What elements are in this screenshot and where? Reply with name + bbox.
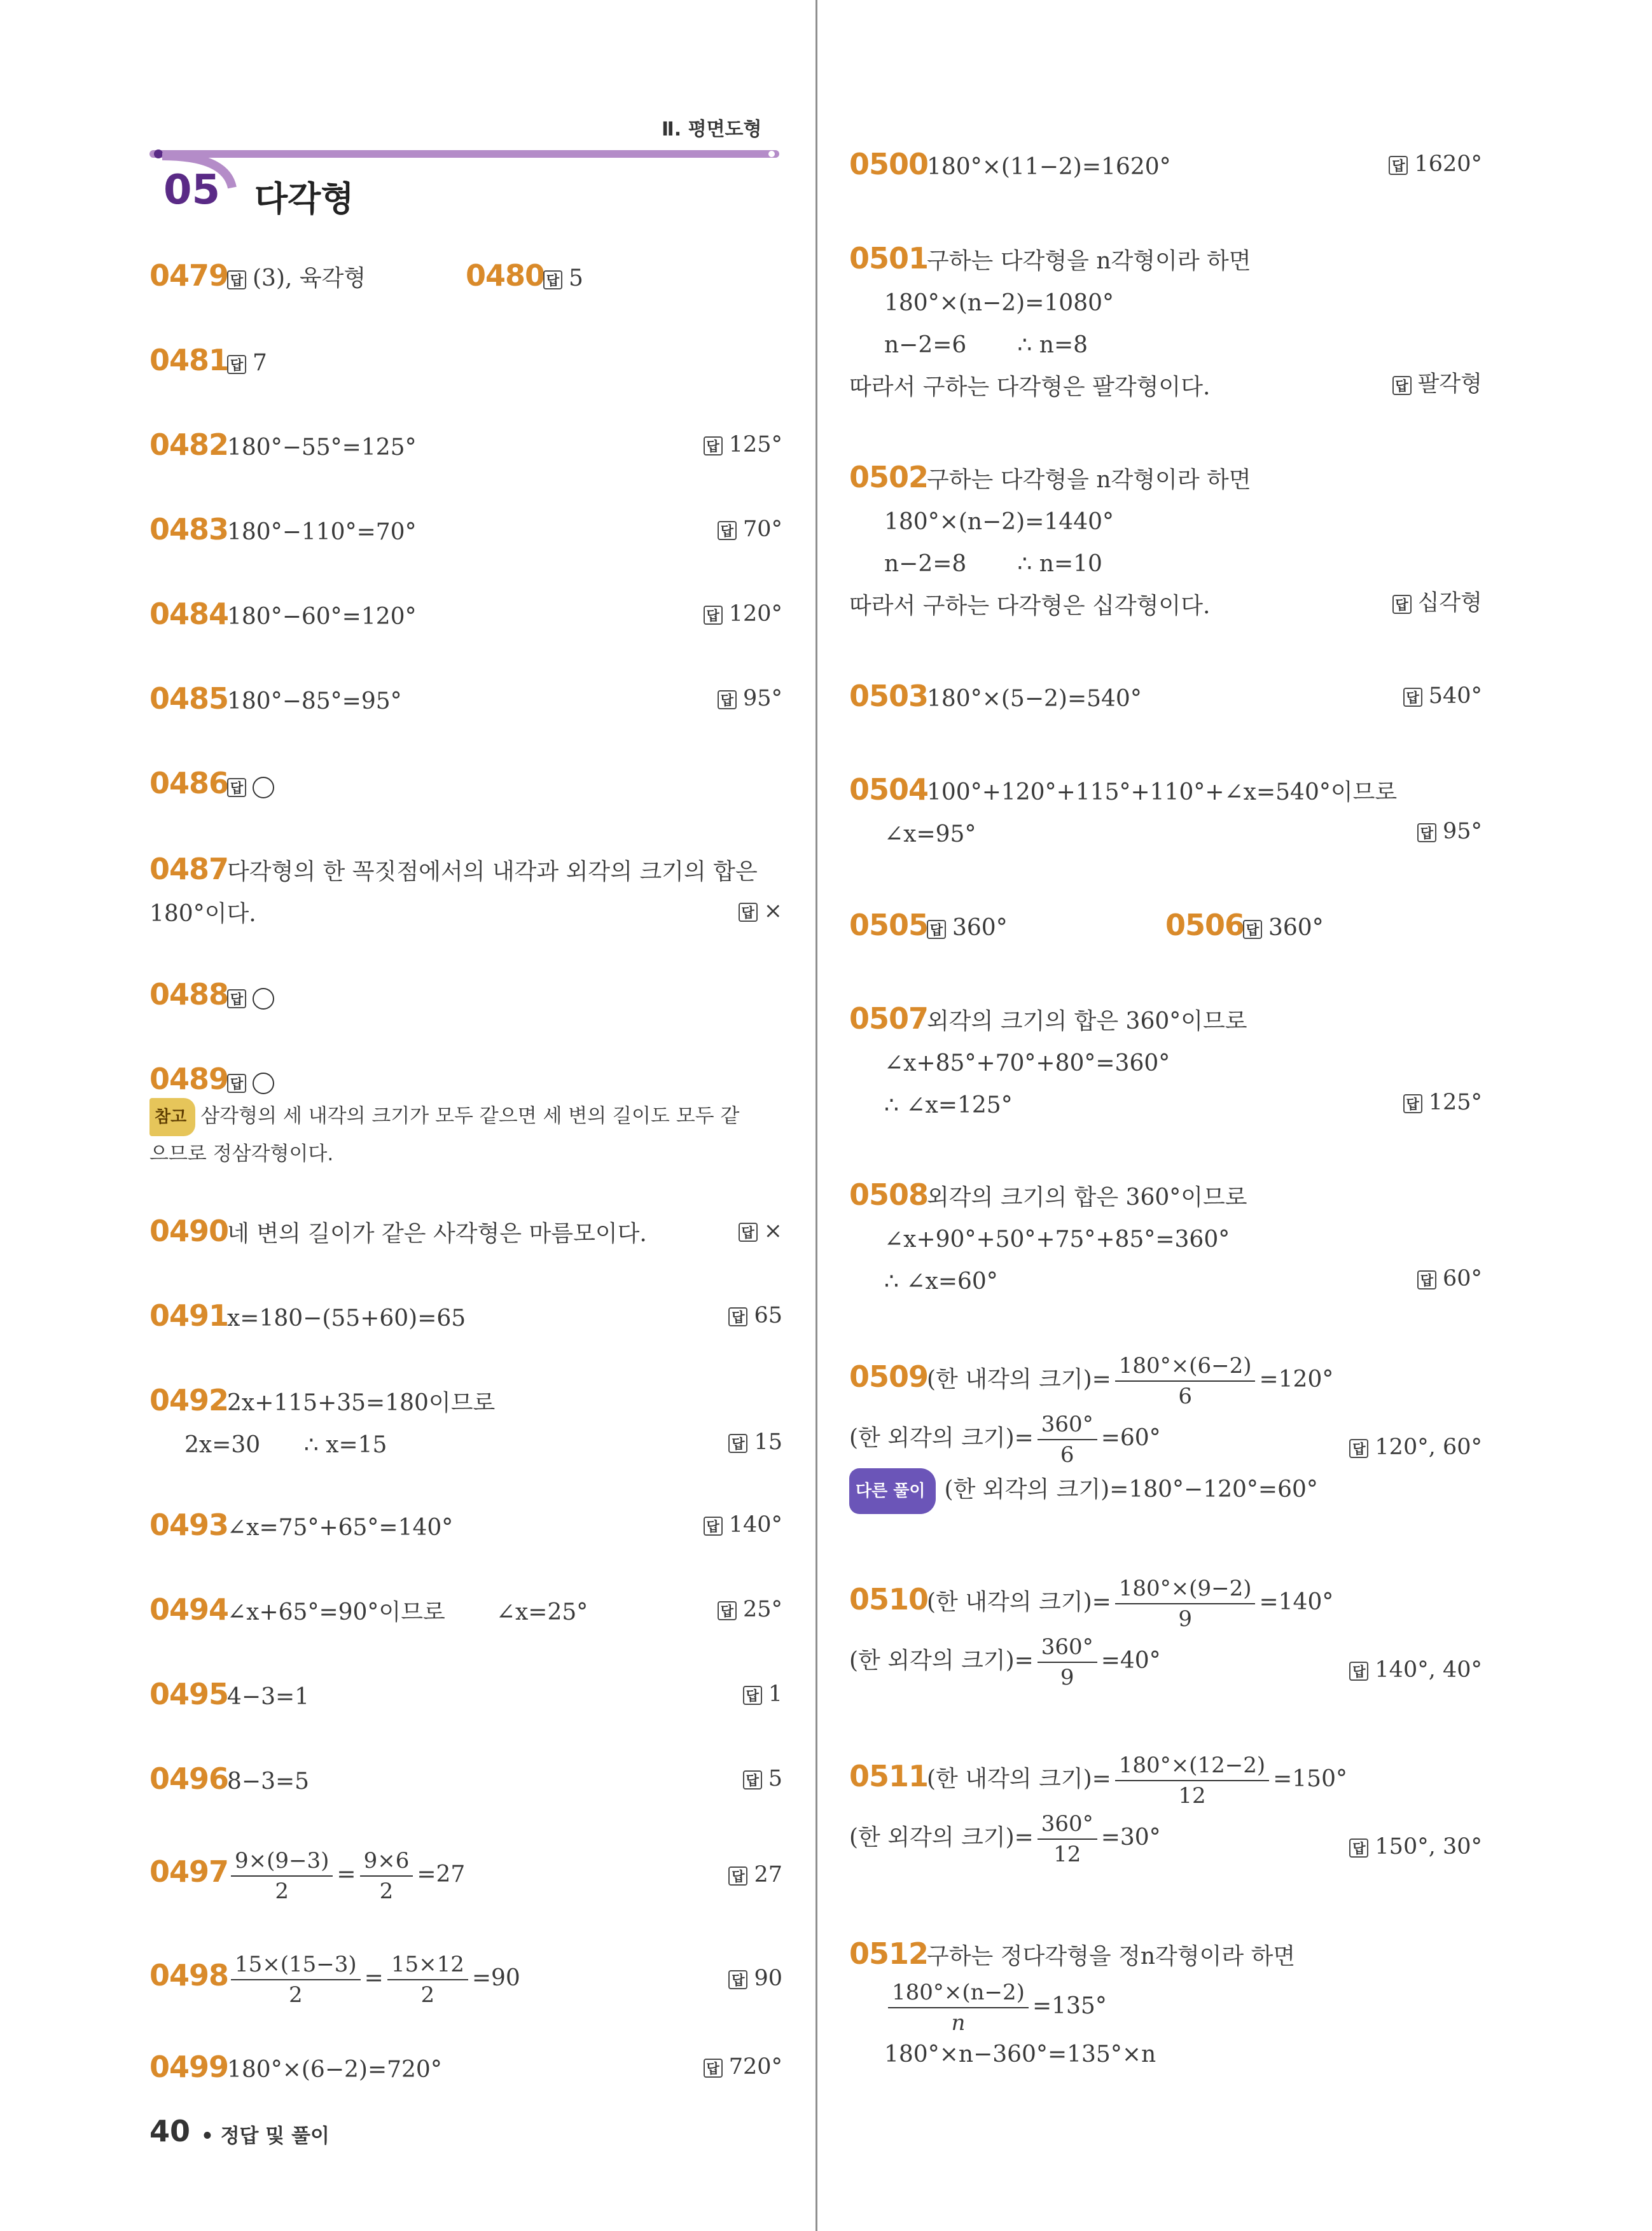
work-text: 4−3=1 <box>227 1684 310 1710</box>
answer-badge-icon: 답 <box>1349 1838 1368 1858</box>
chapter-number: 05 <box>163 167 221 214</box>
fraction <box>387 1954 468 2006</box>
answer <box>704 1504 782 1546</box>
answer-text: 27 <box>754 1862 782 1887</box>
problem-number: 0486 <box>149 766 229 800</box>
problem-0497 <box>149 1850 782 1902</box>
answer-text: 125° <box>728 432 782 457</box>
work-text: 180°×(6−2)=720° <box>227 2057 442 2083</box>
work-line-1: 구하는 다각형을 n각형이라 하면 <box>927 467 1251 493</box>
answer <box>728 1295 782 1337</box>
inner-angle-line <box>849 1355 1482 1407</box>
answer-text: 십각형 <box>1417 590 1482 616</box>
answer-text: 95° <box>1442 819 1482 844</box>
numerator: 360° <box>1038 1636 1097 1663</box>
problem-number: 0506 <box>1165 908 1245 942</box>
footer-label: • 정답 및 풀이 <box>201 2125 330 2148</box>
fraction <box>888 1982 1029 2034</box>
answer-badge-icon: 답 <box>1389 156 1408 175</box>
answer-text: 5 <box>768 1766 782 1791</box>
answer-text: 360° <box>952 915 1008 941</box>
answer-badge-icon: 답 <box>704 2059 723 2078</box>
label: (한 외각의 크기)= <box>849 1648 1034 1674</box>
answer-text: 1 <box>768 1681 782 1707</box>
work-line-1: 2x+115+35=180이므로 <box>227 1390 496 1416</box>
problem-number: 0499 <box>149 2050 229 2084</box>
label: (한 내각의 크기)= <box>927 1589 1111 1615</box>
denominator: 6 <box>1060 1442 1074 1468</box>
answer <box>1392 582 1482 624</box>
answer <box>718 678 782 719</box>
answer <box>1389 143 1482 185</box>
work-line-2: ∠x+85°+70°+80°=360° <box>884 1050 1170 1076</box>
result: =30° <box>1100 1824 1161 1851</box>
fraction-line <box>849 1982 1482 2034</box>
fraction <box>231 1850 333 1902</box>
alt-solution-tag: 다른 풀이 <box>849 1468 936 1514</box>
problem-number: 0507 <box>849 1001 929 1036</box>
problem-0508 <box>849 1174 1482 1303</box>
answer <box>704 593 782 635</box>
problem-0499 <box>149 2046 782 2091</box>
problem-0489 <box>149 1058 782 1172</box>
note <box>149 1098 782 1172</box>
result: =150° <box>1273 1766 1347 1792</box>
answer-text: 15 <box>754 1429 782 1455</box>
problem-0490 <box>149 1210 782 1255</box>
result: =135° <box>1032 1993 1107 2019</box>
work-text: 180°−60°=120° <box>227 604 417 630</box>
work-line-2: 180°×(n−2)=1440° <box>884 509 1114 535</box>
answer <box>739 890 782 932</box>
problem-number: 0498 <box>149 1958 229 1992</box>
problem-0495 <box>149 1673 782 1718</box>
answer <box>739 1210 782 1252</box>
answer-badge-icon: 답 <box>704 436 723 455</box>
problem-number: 0495 <box>149 1677 229 1711</box>
problem-number: 0487 <box>149 852 229 886</box>
problem-number: 0511 <box>849 1759 929 1793</box>
answer-text: 140°, 40° <box>1375 1657 1482 1683</box>
work-text: 180°×(5−2)=540° <box>927 686 1142 712</box>
fraction <box>1038 1813 1097 1865</box>
answer <box>728 1957 782 1999</box>
answer-badge-icon: 답 <box>743 1770 762 1790</box>
work-text: x=180−(55+60)=65 <box>227 1305 466 1331</box>
circle-mark-icon <box>253 988 274 1010</box>
answer <box>718 508 782 550</box>
numerator: 180°×(9−2) <box>1115 1578 1256 1604</box>
section-label: Ⅱ. 평면도형 <box>662 118 762 141</box>
problem-0482 <box>149 424 782 469</box>
problem-number: 0497 <box>149 1854 229 1889</box>
problem-number: 0505 <box>849 908 929 942</box>
problem-0501 <box>849 237 1482 408</box>
answer <box>728 1854 782 1896</box>
problem-0485 <box>149 678 782 723</box>
numerator: 360° <box>1038 1414 1097 1440</box>
answer-text: 120° <box>728 601 782 627</box>
problem-number: 0508 <box>849 1178 929 1212</box>
problem-0488 <box>149 973 782 1018</box>
work-text: 8−3=5 <box>227 1769 310 1795</box>
answer-badge-icon: 답 <box>718 1601 737 1620</box>
answer-badge-icon: 답 <box>739 1223 758 1242</box>
answer-text: 90 <box>754 1966 782 1991</box>
problem-number: 0492 <box>149 1383 229 1417</box>
problem-number: 0490 <box>149 1214 229 1248</box>
result: =90 <box>471 1965 520 1991</box>
answer <box>743 1673 782 1715</box>
answer-text: 1620° <box>1414 151 1482 177</box>
work-text: 네 변의 길이가 같은 사각형은 마름모이다. <box>227 1221 647 1247</box>
answer-badge-icon: 답 <box>1392 376 1412 395</box>
answer-badge-icon: 답 <box>728 1866 747 1886</box>
denominator: 2 <box>289 1982 303 2008</box>
work-text: 180°−55°=125° <box>227 434 417 461</box>
numerator: 180°×(n−2) <box>888 1982 1029 2008</box>
answer-badge-icon: 답 <box>1349 1662 1368 1681</box>
problem-0506 <box>1165 904 1482 949</box>
answer-text: 25° <box>742 1597 782 1622</box>
work-text: 180°×(11−2)=1620° <box>927 154 1171 180</box>
problem-0507 <box>849 997 1482 1127</box>
answer <box>728 1421 782 1463</box>
problem-0493 <box>149 1504 782 1549</box>
denominator: 9 <box>1060 1665 1074 1690</box>
answer-badge-icon: 답 <box>704 606 723 625</box>
answer-text: 120°, 60° <box>1375 1435 1482 1460</box>
problem-number: 0479 <box>149 258 229 293</box>
problem-0504 <box>849 768 1482 856</box>
problem-0503 <box>849 675 1482 720</box>
answer-badge-icon: 답 <box>728 1307 747 1326</box>
denominator: 12 <box>1053 1842 1081 1867</box>
answer-text: 7 <box>253 350 267 376</box>
denominator: 2 <box>379 1879 394 1904</box>
fraction <box>1038 1414 1097 1466</box>
problem-number: 0493 <box>149 1508 229 1542</box>
problem-0509 <box>849 1355 1482 1514</box>
answer-text: 70° <box>742 517 782 542</box>
problem-0481 <box>149 339 782 384</box>
answer-text: 150°, 30° <box>1375 1834 1482 1859</box>
result: =27 <box>417 1861 466 1887</box>
denominator: 9 <box>1178 1606 1192 1632</box>
answer-badge-icon: 답 <box>1417 823 1436 842</box>
problem-0500 <box>849 143 1482 188</box>
note-line-2: 으므로 정삼각형이다. <box>149 1143 334 1165</box>
numerator: 15×12 <box>387 1954 468 1980</box>
answer-badge-icon: 답 <box>718 521 737 540</box>
answer-badge-icon: 답 <box>1349 1439 1368 1458</box>
work-line-3: ∴ ∠x=125° <box>884 1092 1013 1118</box>
work-line-1: 구하는 다각형을 n각형이라 하면 <box>927 248 1251 274</box>
answer-badge-icon: 답 <box>728 1970 747 1989</box>
work-line-3: n−2=6 ∴ n=8 <box>884 332 1088 358</box>
problem-number: 0485 <box>149 681 229 716</box>
denominator: 2 <box>420 1982 435 2008</box>
circle-mark-icon <box>253 1073 274 1094</box>
answer-text: 140° <box>728 1512 782 1538</box>
denominator: 2 <box>275 1879 289 1904</box>
fraction <box>1115 1578 1256 1630</box>
problem-number: 0480 <box>466 258 545 293</box>
chapter-title: 다각형 <box>254 179 354 219</box>
answer-text: 720° <box>728 2054 782 2080</box>
answer-text: 팔각형 <box>1417 372 1482 397</box>
answer-text: × <box>763 898 782 924</box>
problem-number: 0501 <box>849 241 929 275</box>
problem-0510 <box>849 1578 1482 1688</box>
problem-number: 0489 <box>149 1062 229 1096</box>
problem-0480 <box>466 254 782 300</box>
alt-text: (한 외각의 크기)=180°−120°=60° <box>944 1477 1318 1503</box>
numerator: 180°×(12−2) <box>1115 1755 1269 1781</box>
note-tag: 참고 <box>149 1098 195 1136</box>
inner-angle-line <box>849 1578 1482 1630</box>
inner-angle-line <box>849 1755 1482 1807</box>
problem-number: 0500 <box>849 147 929 181</box>
fraction <box>360 1850 413 1902</box>
problem-0483 <box>149 508 782 553</box>
alternate-solution <box>849 1468 1482 1514</box>
label: (한 내각의 크기)= <box>927 1366 1111 1393</box>
answer-badge-icon: 답 <box>1243 920 1262 939</box>
circle-mark-icon <box>253 777 274 798</box>
answer-text: 360° <box>1268 915 1324 941</box>
answer-badge-icon: 답 <box>739 903 758 922</box>
problem-number: 0512 <box>849 1936 929 1971</box>
answer-text: × <box>763 1218 782 1244</box>
answer <box>704 424 782 466</box>
answer <box>1417 810 1482 852</box>
work-line-1: 구하는 정다각형을 정n각형이라 하면 <box>927 1943 1296 1970</box>
work-line-4: 따라서 구하는 다각형은 팔각형이다. <box>849 374 1211 400</box>
work-line-1: 다각형의 한 꼭짓점에서의 내각과 외각의 크기의 합은 <box>227 859 758 885</box>
problem-0484 <box>149 593 782 638</box>
answer <box>704 2046 782 2088</box>
work-line-2: ∠x=95° <box>884 821 976 847</box>
problem-number: 0504 <box>849 772 929 807</box>
work-text: ∠x=75°+65°=140° <box>227 1515 454 1541</box>
work-line-2: 2x=30 ∴ x=15 <box>184 1432 387 1458</box>
work-line-3: n−2=8 ∴ n=10 <box>884 551 1102 577</box>
answer-badge-icon: 답 <box>227 270 246 289</box>
answer-text: 540° <box>1428 683 1482 709</box>
problem-number: 0483 <box>149 512 229 546</box>
work-line-4: 따라서 구하는 다각형은 십각형이다. <box>849 593 1211 619</box>
work-line-1: 외각의 크기의 합은 360°이므로 <box>927 1008 1247 1034</box>
problem-0494 <box>149 1588 782 1634</box>
answer-badge-icon: 답 <box>1403 1094 1422 1113</box>
answer-text: (3), 육각형 <box>253 265 366 291</box>
problem-0491 <box>149 1295 782 1340</box>
answer-badge-icon: 답 <box>227 778 246 797</box>
fraction <box>231 1954 361 2006</box>
problem-0511 <box>849 1755 1482 1865</box>
answer <box>1349 1426 1482 1468</box>
problem-0487 <box>149 848 782 935</box>
work-line-3: 180°×n−360°=135°×n <box>884 2041 1156 2068</box>
answer-badge-icon: 답 <box>1403 688 1422 707</box>
work-line-2: 180°×(n−2)=1080° <box>884 290 1114 316</box>
work-text: 180°−85°=95° <box>227 688 402 714</box>
answer-badge-icon: 답 <box>1417 1270 1436 1289</box>
problem-number: 0481 <box>149 343 229 377</box>
problem-number: 0484 <box>149 597 229 631</box>
answer-badge-icon: 답 <box>927 920 946 939</box>
answer-badge-icon: 답 <box>227 355 246 374</box>
result: =40° <box>1100 1648 1161 1674</box>
numerator: 9×6 <box>360 1850 413 1877</box>
answer <box>1349 1649 1482 1691</box>
answer-badge-icon: 답 <box>718 690 737 709</box>
problem-0486 <box>149 762 782 807</box>
answer <box>1403 675 1482 717</box>
problem-number: 0491 <box>149 1298 229 1333</box>
fraction <box>1115 1755 1269 1807</box>
work-line-1: 외각의 크기의 합은 360°이므로 <box>927 1185 1247 1211</box>
answer-badge-icon: 답 <box>1392 595 1412 614</box>
answer <box>1349 1826 1482 1868</box>
note-line-1: 삼각형의 세 내각의 크기가 모두 같으면 세 변의 길이도 모두 같 <box>200 1104 740 1128</box>
work-line-2: ∠x+90°+50°+75°+85°=360° <box>884 1227 1230 1253</box>
problem-number: 0502 <box>849 460 929 494</box>
answer-badge-icon: 답 <box>704 1517 723 1536</box>
numerator: 180°×(6−2) <box>1115 1355 1256 1382</box>
answer-badge-icon: 답 <box>743 1686 762 1705</box>
answer-text: 125° <box>1428 1090 1482 1115</box>
numerator: 9×(9−3) <box>231 1850 333 1877</box>
answer-badge-icon: 답 <box>543 270 562 289</box>
answer <box>1392 363 1482 405</box>
equals: = <box>337 1861 356 1887</box>
problem-number: 0494 <box>149 1592 229 1627</box>
problem-0512 <box>849 1933 1482 2076</box>
label: (한 외각의 크기)= <box>849 1425 1034 1451</box>
denominator: 6 <box>1178 1384 1192 1409</box>
answer <box>1417 1258 1482 1300</box>
column-divider <box>816 0 817 2231</box>
result: =140° <box>1259 1589 1334 1615</box>
label: (한 외각의 크기)= <box>849 1824 1034 1851</box>
equals: = <box>364 1965 384 1991</box>
fraction <box>1038 1636 1097 1688</box>
answer <box>1403 1081 1482 1123</box>
page-number: 40 <box>149 2114 191 2148</box>
denominator: n <box>951 2010 966 2036</box>
answer-text: 60° <box>1442 1266 1482 1291</box>
label: (한 내각의 크기)= <box>927 1766 1111 1792</box>
problem-0492 <box>149 1379 782 1466</box>
answer-badge-icon: 답 <box>227 1074 246 1093</box>
work-line-2: 180°이다. <box>149 901 256 927</box>
numerator: 15×(15−3) <box>231 1954 361 1980</box>
work-line-3: ∴ ∠x=60° <box>884 1268 998 1295</box>
problem-0496 <box>149 1758 782 1803</box>
fraction <box>1115 1355 1256 1407</box>
problem-number: 0503 <box>849 679 929 713</box>
answer <box>743 1758 782 1800</box>
answer-text: 5 <box>569 265 583 291</box>
denominator: 12 <box>1178 1783 1206 1809</box>
numerator: 360° <box>1038 1813 1097 1840</box>
answer-badge-icon: 답 <box>227 989 246 1008</box>
answer-badge-icon: 답 <box>728 1434 747 1453</box>
result: =60° <box>1100 1425 1161 1451</box>
result: =120° <box>1259 1366 1334 1393</box>
problem-number: 0510 <box>849 1582 929 1616</box>
work-text: ∠x+65°=90°이므로 ∠x=25° <box>227 1599 588 1625</box>
problem-number: 0509 <box>849 1359 929 1394</box>
work-text: 180°−110°=70° <box>227 519 417 545</box>
problem-number: 0488 <box>149 977 229 1011</box>
answer-text: 65 <box>754 1303 782 1328</box>
answer-text: 95° <box>742 686 782 711</box>
problem-0502 <box>849 456 1482 627</box>
work-line-1: 100°+120°+115°+110°+∠x=540°이므로 <box>927 779 1398 805</box>
problem-number: 0482 <box>149 427 229 462</box>
answer <box>718 1588 782 1630</box>
problem-0498 <box>149 1954 782 2006</box>
problem-number: 0496 <box>149 1762 229 1796</box>
